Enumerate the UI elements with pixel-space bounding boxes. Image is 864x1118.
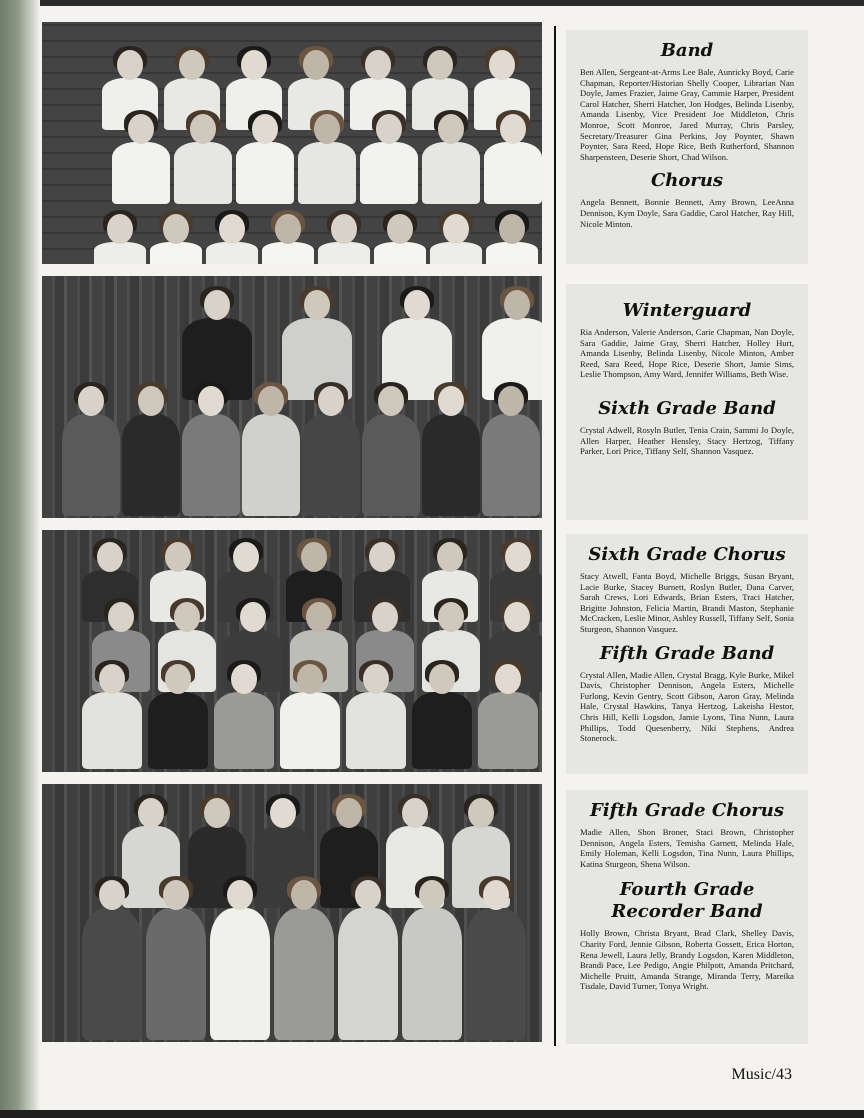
- panel-winterguard: [566, 284, 808, 520]
- clothing: [274, 908, 334, 1040]
- page-folio: Music/43: [731, 1066, 792, 1083]
- sixth-grade-band-roster: Crystal Adwell, Rosyln Butler, Tenia Crain, Sammi Jo Doyle, Allen Harper, Heather Hensley, Stacy Hertzog, Tiffany Parker, Lori Price, Tiffany Self, Shannon Vasquez.: [580, 424, 794, 457]
- clothing: [346, 692, 406, 769]
- face: [365, 50, 391, 80]
- face: [387, 214, 413, 244]
- clothing: [466, 908, 526, 1040]
- clothing: [486, 242, 538, 264]
- person-silhouette: [94, 214, 146, 264]
- person-silhouette: [298, 114, 356, 204]
- sixth-grade-chorus-roster: Stacy Atwell, Fanta Boyd, Michelle Briggs, Susan Bryant, Lacie Burke, Stacey Burnett, Roslyn Butler, Dana Carver, Sarah Crews, Lori Edwards, Brian Esters, Traci Hatcher, Brigitte Johnston, Felicia Martin, Brandi Maston, Stephanie McCracken, Leslie Minor, Ashley Russell, Tiffany Self, Sonia Sturgeon, Shannon Vasquez.: [580, 571, 794, 634]
- clothing: [214, 692, 274, 769]
- person-silhouette: [210, 880, 270, 1040]
- fifth-grade-chorus-heading: Fifth Grade Chorus: [590, 800, 784, 821]
- face: [427, 50, 453, 80]
- sixth-grade-band-heading: Sixth Grade Band: [598, 397, 776, 419]
- clothing: [62, 414, 120, 516]
- face: [258, 386, 284, 416]
- face: [303, 50, 329, 80]
- face: [419, 880, 445, 910]
- person-silhouette: [360, 114, 418, 204]
- face: [270, 798, 296, 828]
- fourth-grade-recorder-band-heading: Fourth Grade Recorder Band: [611, 879, 763, 923]
- face: [297, 664, 323, 694]
- face: [355, 880, 381, 910]
- clothing: [82, 908, 142, 1040]
- face: [108, 602, 134, 632]
- person-silhouette: [338, 880, 398, 1040]
- face: [99, 880, 125, 910]
- clothing: [182, 414, 240, 516]
- clothing: [174, 142, 232, 204]
- clothing: [150, 242, 202, 264]
- person-silhouette: [236, 114, 294, 204]
- face: [495, 664, 521, 694]
- fifth-grade-chorus-roster: Madie Allen, Shon Broner, Staci Brown, Christopher Dennison, Angela Esters, Temisha Garnett, Melinda Hale, Emily Holeman, Kelli Logsdon, Tina Nunn, Laura Phillips, Katina Sturgeon, Shena Wilson.: [580, 827, 794, 869]
- clothing: [242, 414, 300, 516]
- clothing: [362, 414, 420, 516]
- person-silhouette: [242, 386, 300, 516]
- clothing: [82, 692, 142, 769]
- chorus-roster: Angela Bennett, Bonnie Bennett, Amy Brown, LeeAnna Dennison, Kym Doyle, Sara Gaddie, Carol Hatcher, Ray Hill, Nicole Minton.: [580, 197, 794, 229]
- person-silhouette: [282, 290, 352, 400]
- panel-sixth-grade-chorus: [566, 534, 808, 774]
- face: [97, 542, 123, 572]
- fifth-grade-band-roster: Crystal Allen, Madie Allen, Crystal Bragg, Kyle Burke, Mikel Davis, Christopher Dennison, Angela Esters, Michelle Furlong, Kevin Gentry, Scott Gibson, Aaron Gray, Melinda Hale, Crystal Hawkins, Tanya Hertzog, Lakeisha Hestor, Chris Hill, Kelli Logsdon, Jamie Lyons, Tina Nunn, Laura Phillips, Todd Quesenberry, Niki Stephens, Andrea Stonerock.: [580, 669, 794, 744]
- clothing: [122, 414, 180, 516]
- face: [438, 602, 464, 632]
- face: [231, 664, 257, 694]
- person-silhouette: [206, 214, 258, 264]
- person-silhouette: [182, 386, 240, 516]
- person-silhouette: [362, 386, 420, 516]
- face: [240, 602, 266, 632]
- clothing: [422, 142, 480, 204]
- face: [318, 386, 344, 416]
- face: [499, 214, 525, 244]
- band-heading: Band: [660, 40, 714, 61]
- column-divider: [554, 26, 556, 1046]
- clothing: [422, 414, 480, 516]
- face: [443, 214, 469, 244]
- clothing: [148, 692, 208, 769]
- photo-recorder-band: [42, 784, 542, 1042]
- face: [483, 880, 509, 910]
- face: [163, 880, 189, 910]
- person-silhouette: [478, 664, 538, 769]
- clothing: [360, 142, 418, 204]
- clothing: [338, 908, 398, 1040]
- clothing: [318, 242, 370, 264]
- face: [468, 798, 494, 828]
- face: [304, 290, 330, 320]
- face: [504, 602, 530, 632]
- chorus-heading: Chorus: [650, 170, 724, 192]
- clothing: [206, 242, 258, 264]
- face: [204, 290, 230, 320]
- clothing: [236, 142, 294, 204]
- face: [363, 664, 389, 694]
- face: [219, 214, 245, 244]
- person-silhouette: [214, 664, 274, 769]
- clothing: [112, 142, 170, 204]
- face: [314, 114, 340, 144]
- person-silhouette: [422, 114, 480, 204]
- clothing: [262, 242, 314, 264]
- face: [301, 542, 327, 572]
- winterguard-roster: Ria Anderson, Valerie Anderson, Carie Chapman, Nan Doyle, Sara Gaddie, Jaime Gray, Sherri Hatcher, Holley Hurt, Amanda Lisenby, Belinda Lisenby, Nicole Minton, Amber Reed, Sara Reed, Hope Rice, Deserie Short, Jamie Sims, Leslie Thompson, Amy Ward, Jennifer Williams, Beth Wise.: [580, 327, 794, 380]
- face: [128, 114, 154, 144]
- page-bottom-edge: [0, 1110, 864, 1118]
- face: [198, 386, 224, 416]
- face: [165, 542, 191, 572]
- face: [505, 542, 531, 572]
- face: [107, 214, 133, 244]
- face: [429, 664, 455, 694]
- clothing: [298, 142, 356, 204]
- person-silhouette: [62, 386, 120, 516]
- face: [438, 114, 464, 144]
- person-silhouette: [174, 114, 232, 204]
- face: [438, 386, 464, 416]
- person-silhouette: [466, 880, 526, 1040]
- person-silhouette: [302, 386, 360, 516]
- person-silhouette: [82, 664, 142, 769]
- binding-shadow: [0, 0, 40, 1118]
- face: [174, 602, 200, 632]
- clothing: [478, 692, 538, 769]
- face: [138, 386, 164, 416]
- face: [227, 880, 253, 910]
- face: [99, 664, 125, 694]
- sixth-grade-chorus-heading: Sixth Grade Chorus: [588, 544, 786, 565]
- clothing: [210, 908, 270, 1040]
- face: [372, 602, 398, 632]
- fourth-grade-recorder-band-roster: Holly Brown, Christa Bryant, Brad Clark, Shelley Davis, Charity Ford, Jennie Gibson, Roberta Gossett, Erica Horton, Rena Jewell, Laura Jelly, Brandy Logsdon, Karen Middleton, Brandi Pace, Lee Pedigo, Angie Philpott, Amanda Pritchard, Michelle Pruitt, Amanda Strange, Miranda Terry, Mareika Tisdale, David Turner, Tonya Wright.: [580, 928, 794, 992]
- face: [489, 50, 515, 80]
- clothing: [280, 692, 340, 769]
- person-silhouette: [402, 880, 462, 1040]
- clothing: [484, 142, 542, 204]
- face: [306, 602, 332, 632]
- face: [500, 114, 526, 144]
- person-silhouette: [148, 664, 208, 769]
- person-silhouette: [484, 114, 542, 204]
- person-silhouette: [274, 880, 334, 1040]
- face: [204, 798, 230, 828]
- face: [498, 386, 524, 416]
- face: [179, 50, 205, 80]
- face: [165, 664, 191, 694]
- panel-fifth-grade-chorus: [566, 790, 808, 1044]
- photo-fifth-grade-band: [42, 530, 542, 772]
- clothing: [402, 908, 462, 1040]
- face: [117, 50, 143, 80]
- person-silhouette: [146, 880, 206, 1040]
- person-silhouette: [318, 214, 370, 264]
- clothing: [146, 908, 206, 1040]
- winterguard-heading: Winterguard: [622, 300, 752, 321]
- face: [369, 542, 395, 572]
- face: [138, 798, 164, 828]
- page-top-edge: [0, 0, 864, 6]
- person-silhouette: [122, 386, 180, 516]
- band-roster: Ben Allen, Sergeant-at-Arms Lee Bale, Aunricky Boyd, Carie Chapman, Reporter/Historian Shelly Cooper, Librarian Nan Doyle, James Frazier, Jaime Gray, Cammie Harper, President Carol Hatcher, Sherri Hatcher, Jon Hodges, Belinda Lisenby, Amanda Lisenby, Vice President Joe Middleton, Chris Monroe, Scott Monroe, Jared Murray, Chris Parsley, Secretary/Treasurer Gina Perkins, Joy Poynter, Shawn Poynter, Sara Reed, Hope Rice, Beth Rutherford, Shannon Sharpensteen, Deserie Short, Chad Wilson.: [580, 67, 794, 162]
- face: [331, 214, 357, 244]
- person-silhouette: [374, 214, 426, 264]
- clothing: [374, 242, 426, 264]
- face: [252, 114, 278, 144]
- clothing: [482, 414, 540, 516]
- photo-band-chorus: [42, 22, 542, 264]
- person-silhouette: [262, 214, 314, 264]
- person-silhouette: [412, 664, 472, 769]
- clothing: [430, 242, 482, 264]
- face: [376, 114, 402, 144]
- face: [291, 880, 317, 910]
- person-silhouette: [280, 664, 340, 769]
- panel-band-chorus: [566, 30, 808, 264]
- face: [404, 290, 430, 320]
- person-silhouette: [482, 386, 540, 516]
- person-silhouette: [430, 214, 482, 264]
- person-silhouette: [150, 214, 202, 264]
- fifth-grade-band-heading: Fifth Grade Band: [599, 642, 775, 664]
- clothing: [412, 692, 472, 769]
- clothing: [94, 242, 146, 264]
- person-silhouette: [422, 386, 480, 516]
- face: [378, 386, 404, 416]
- person-silhouette: [112, 114, 170, 204]
- photo-sixth-grade-band: [42, 276, 542, 518]
- face: [437, 542, 463, 572]
- face: [163, 214, 189, 244]
- face: [402, 798, 428, 828]
- face: [241, 50, 267, 80]
- face: [504, 290, 530, 320]
- face: [275, 214, 301, 244]
- clothing: [302, 414, 360, 516]
- face: [233, 542, 259, 572]
- person-silhouette: [346, 664, 406, 769]
- face: [190, 114, 216, 144]
- face: [336, 798, 362, 828]
- face: [78, 386, 104, 416]
- person-silhouette: [486, 214, 538, 264]
- person-silhouette: [82, 880, 142, 1040]
